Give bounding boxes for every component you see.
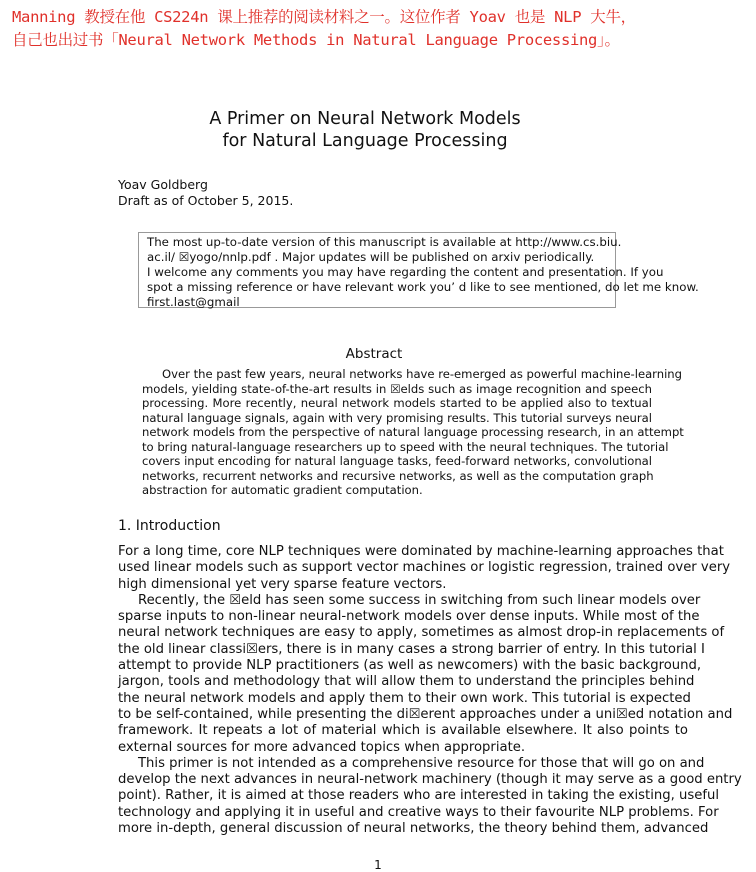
body-line: technology and applying it in useful and creative ways to their favourite NLP problems. For: [118, 804, 719, 820]
author-name: Yoav Goldberg: [118, 177, 208, 192]
notice-line: The most up-to-date version of this manuscript is available at http://www.cs.biu.: [147, 235, 622, 249]
title-line-2: for Natural Language Processing: [222, 131, 508, 151]
page-number: 1: [374, 858, 382, 872]
body-line: sparse inputs to non-linear neural-network models over dense inputs. While most of the: [118, 609, 700, 625]
paper-page: [0, 60, 756, 870]
body-text: [118, 544, 742, 837]
abstract-line: processing. More recently, neural network models started to be applied also to textual: [142, 396, 652, 410]
body-line: point). Rather, it is aimed at those readers who are interested in taking the existing, useful: [118, 788, 719, 804]
body-line: the old linear classi☒ers, there is in many cases a strong barrier of entry. In this tutorial I: [118, 641, 705, 657]
notice-line: ac.il/ ☒yogo/nnlp.pdf . Major updates will be published on arxiv periodically.: [147, 250, 595, 264]
abstract-line: Over the past few years, neural networks have re-emerged as powerful machine-learning: [162, 367, 683, 381]
draft-date: Draft as of October 5, 2015.: [118, 193, 294, 208]
annotation-line-1: Manning 教授在他 CS224n 课上推荐的阅读材料之一。这位作者 Yoav 也是 NLP 大牛，: [12, 8, 636, 26]
section-heading: 1. Introduction: [118, 518, 221, 534]
abstract-line: abstraction for automatic gradient computation.: [142, 483, 423, 497]
notice-box: [138, 232, 699, 309]
annotation-note: [12, 6, 636, 52]
body-line: Recently, the ☒eld has seen some success in switching from such linear models over: [138, 592, 701, 608]
body-line: neural network techniques are easy to apply, sometimes as almost drop-in replacements of: [118, 625, 725, 641]
body-line: This primer is not intended as a comprehensive resource for those that will go on and: [138, 755, 705, 771]
abstract-heading: Abstract: [345, 346, 403, 362]
author-block: [118, 177, 293, 209]
abstract-line: to bring natural-language researchers up to speed with the neural techniques. The tutorial: [142, 439, 669, 454]
abstract-line: natural language signals, again with very promising results. This tutorial surveys neural: [142, 410, 652, 425]
body-line: high dimensional yet very sparse feature vectors.: [118, 576, 447, 592]
annotation-line-2: 自己也出过书「Neural Network Methods in Natural Language Processing」。: [12, 31, 620, 49]
body-line: external sources for more advanced topics when appropriate.: [118, 739, 526, 755]
abstract-line: models, yielding state-of-the-art results in ☒elds such as image recognition and speech: [142, 381, 652, 396]
abstract-line: covers input encoding for natural language tasks, feed-forward networks, convolutional: [142, 454, 652, 468]
body-line: used linear models such as support vector machines or logistic regression, trained over very: [118, 560, 731, 576]
body-line: For a long time, core NLP techniques were dominated by machine-learning approaches that: [118, 544, 724, 559]
title-line-1: A Primer on Neural Network Models: [209, 109, 521, 129]
abstract-line: networks, recurrent networks and recursive networks, as well as the computation graph: [142, 468, 654, 483]
body-line: attempt to provide NLP practitioners (as well as newcomers) with the basic background,: [118, 658, 702, 674]
body-line: the neural network models and apply them to their own work. This tutorial is expected: [118, 690, 691, 706]
body-line: develop the next advances in neural-network machinery (though it may serve as a good entry: [118, 772, 742, 788]
body-line: to be self-contained, while presenting the di☒erent approaches under a uni☒ed notation and: [118, 706, 733, 722]
abstract-text: [142, 367, 684, 498]
paper-title: [0, 108, 730, 152]
body-line: framework. It repeats a lot of material which is available elsewhere. It also points to: [118, 723, 688, 739]
abstract-line: network models from the perspective of natural language processing research, in an attempt: [142, 425, 684, 439]
notice-line: spot a missing reference or have relevant work you’ d like to see mentioned, do let me know.: [147, 280, 699, 294]
body-line: jargon, tools and methodology that will allow them to understand the principles behind: [118, 674, 695, 690]
body-line: more in-depth, general discussion of neural networks, the theory behind them, advanced: [118, 821, 709, 837]
notice-line: I welcome any comments you may have regarding the content and presentation. If you: [147, 265, 664, 279]
notice-line: first.last@gmail: [147, 295, 240, 309]
